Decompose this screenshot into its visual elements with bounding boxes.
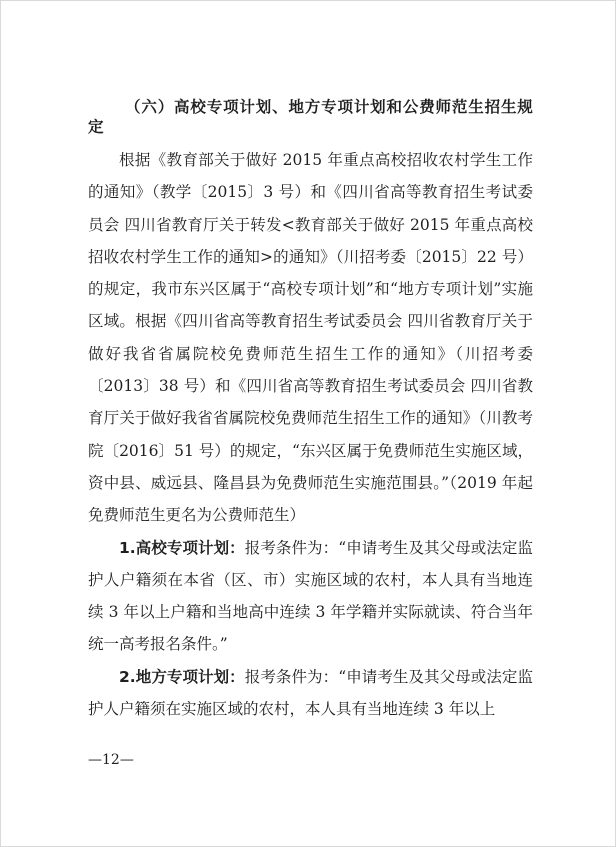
section-heading: （六）高校专项计划、地方专项计划和公费师范生招生规定: [88, 98, 533, 136]
item-1-text: 报考条件为：“申请考生及其父母或法定监护人户籍须在本省（区、市）实施区域的农村，本人具有当地连续 3 年以上户籍和当地高中连续 3 年学籍并实际就读、符合当年统一高考报名条件。”: [88, 538, 533, 654]
item-1-paragraph: [88, 532, 533, 661]
item-2-text: 报考条件为：“申请考生及其父母或法定监护人户籍须在实施区域的农村，本人具有当地连续 3 年以上: [88, 667, 533, 719]
page-number: —12—: [88, 752, 134, 768]
item-1-label: 1.高校专项计划：: [119, 538, 245, 557]
page-content: [88, 97, 533, 725]
item-2-paragraph: [88, 661, 533, 726]
intro-paragraph: 根据《教育部关于做好 2015 年重点高校招收农村学生工作的通知》（教学〔2015〕3 号）和《四川省高等教育招生考试委员会 四川省教育厅关于转发<教育部关于做好 2015 年重点高校招收农村学生工作的通知>的通知》（川招考委〔2015〕22 号）的规定，我市东兴区属于“高校专项计划”和“地方专项计划”实施区域。根据《四川省高等教育招生考试委员会 四川省教育厅关于做好我省省属院校免费师范生招生工作的通知》（川招考委〔2013〕38 号）和《四川省高等教育招生考试委员会 四川省教育厅关于做好我省省属院校免费师范生招生工作的通知》（川教考院〔2016〕51 号）的规定，“东兴区属于免费师范生实施区域，资中县、威远县、隆昌县为免费师范生实施范围县。”（2019 年起免费师范生更名为公费师范生）: [88, 151, 533, 525]
item-2-label: 2.地方专项计划：: [119, 667, 245, 686]
